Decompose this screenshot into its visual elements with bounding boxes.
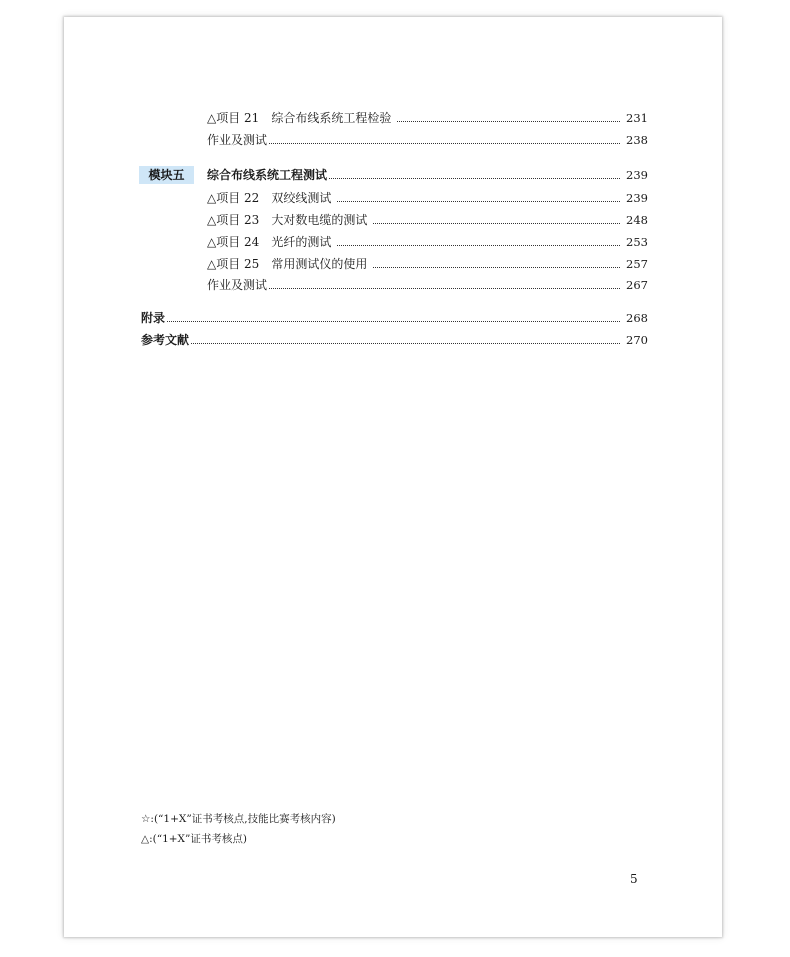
leader-dots <box>167 320 620 322</box>
toc-page-number: 267 <box>626 278 648 292</box>
toc-page-number: 257 <box>626 257 648 271</box>
triangle-marker: △ <box>207 213 217 227</box>
toc-entry-title: 光纤的测试 <box>271 235 332 249</box>
toc-appendix <box>141 310 648 326</box>
leader-dots <box>373 266 620 268</box>
toc-entry-title: 作业及测试 <box>207 278 268 292</box>
module-heading <box>207 167 648 183</box>
module-title: 综合布线系统工程测试 <box>207 168 328 182</box>
toc-entry <box>207 212 648 228</box>
toc-page-number: 238 <box>626 133 648 147</box>
toc-page-number: 248 <box>626 213 648 227</box>
triangle-marker: △ <box>207 257 217 271</box>
appendix-title: 附录 <box>141 311 166 325</box>
toc-page-number: 253 <box>626 235 648 249</box>
module-badge: 模块五 <box>139 166 194 184</box>
leader-dots <box>269 142 620 144</box>
toc-page-number: 239 <box>626 168 648 182</box>
leader-dots <box>269 287 620 289</box>
footnote-star: ☆:(“1+X”证书考核点,技能比赛考核内容) <box>141 813 336 825</box>
leader-dots <box>191 342 620 344</box>
toc-page-number: 239 <box>626 191 648 205</box>
toc-item-number: 项目 24 <box>216 235 260 249</box>
leader-dots <box>337 200 620 202</box>
toc-page-number: 231 <box>626 111 648 125</box>
toc-item-number: 项目 22 <box>216 191 260 205</box>
toc-item-number: 项目 21 <box>216 111 260 125</box>
toc-entry-title: 大对数电缆的测试 <box>271 213 368 227</box>
leader-dots <box>329 177 620 179</box>
toc-entry <box>207 256 648 272</box>
footnote-triangle: △:(“1+X”证书考核点) <box>141 833 247 845</box>
toc-item-number: 项目 23 <box>216 213 260 227</box>
toc-entry <box>207 110 648 126</box>
leader-dots <box>337 244 620 246</box>
leader-dots <box>373 222 620 224</box>
toc-entry-title: 常用测试仪的使用 <box>271 257 368 271</box>
toc-entry <box>207 132 648 148</box>
triangle-marker: △ <box>207 111 217 125</box>
toc-item-number: 项目 25 <box>216 257 260 271</box>
toc-entry <box>207 234 648 250</box>
toc-entry-title: 双绞线测试 <box>271 191 332 205</box>
toc-entry-title: 作业及测试 <box>207 133 268 147</box>
toc-page-number: 268 <box>626 311 648 325</box>
toc-references <box>141 332 648 348</box>
leader-dots <box>397 120 620 122</box>
toc-page-number: 270 <box>626 333 648 347</box>
toc-entry-title: 综合布线系统工程检验 <box>271 111 392 125</box>
triangle-marker: △ <box>207 235 217 249</box>
references-title: 参考文献 <box>141 333 190 347</box>
toc-entry <box>207 190 648 206</box>
page-number: 5 <box>630 872 638 886</box>
book-page <box>64 17 722 937</box>
triangle-marker: △ <box>207 191 217 205</box>
toc-entry <box>207 277 648 293</box>
